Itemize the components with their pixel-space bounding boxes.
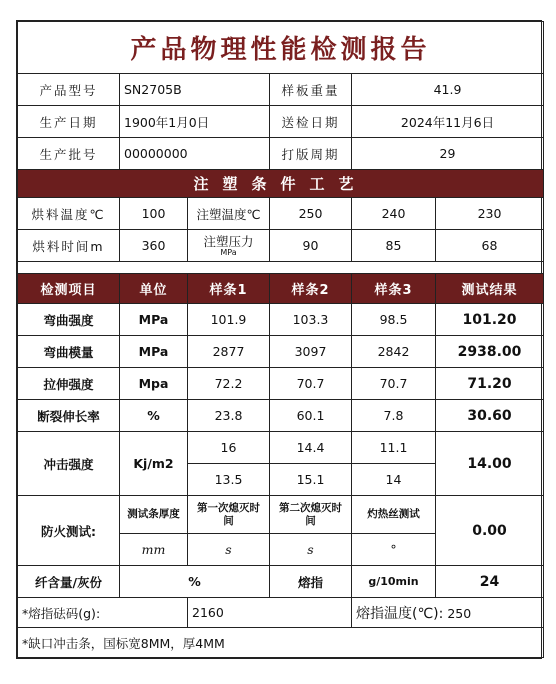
row-sample-3: 98.5 [352,304,436,336]
process-row-time [18,230,544,262]
impact-r2-sample-3: 14 [352,464,436,496]
test-date-label: 送检日期 [270,106,352,138]
row-sample-2: 3097 [270,336,352,368]
row-sample-1: 23.8 [188,400,270,432]
fire-item: 防火测试: [18,496,120,566]
melt-temp-label: 熔指温度(℃): [356,605,444,622]
process-band: 注塑条件工艺 [18,170,544,198]
melt-weight-label: *熔指砝码(g): [18,598,188,628]
batch-label: 生产批号 [18,138,120,170]
header-sample-2: 样条2 [270,274,352,304]
row-sample-2: 103.3 [270,304,352,336]
fire-row-1 [18,496,544,534]
cycle-label: 打版周期 [270,138,352,170]
inj-press-value-3: 68 [436,230,544,262]
results-header [18,274,544,304]
dry-temp-label: 烘料温度℃ [18,198,120,230]
impact-row-1 [18,432,544,464]
row-sample-3: 7.8 [352,400,436,432]
prod-date-value: 1900年1月0日 [120,106,270,138]
process-row-temp [18,198,544,230]
header-result: 测试结果 [436,274,544,304]
inj-temp-value-2: 240 [352,198,436,230]
inj-press-label: 注塑压力 [203,233,254,249]
dry-time-value: 360 [120,230,188,262]
impact-unit: Kj/m2 [120,432,188,496]
impact-r2-sample-2: 15.1 [270,464,352,496]
dry-temp-value: 100 [120,198,188,230]
fiber-unit: % [120,566,270,598]
melt-value: 24 [436,566,544,598]
row-sample-1: 101.9 [188,304,270,336]
weight-value: 41.9 [352,74,544,106]
row-result: 30.60 [436,400,544,432]
impact-item: 冲击强度 [18,432,120,496]
header-sample-3: 样条3 [352,274,436,304]
inj-temp-value-3: 230 [436,198,544,230]
inj-press-unit: MPa [220,247,237,257]
row-sample-1: 2877 [188,336,270,368]
inj-press-value-2: 85 [352,230,436,262]
dry-time-label: 烘料时间m [18,230,120,262]
test-date-value: 2024年11月6日 [352,106,544,138]
fire-h4: 灼热丝测试 [352,496,436,534]
model-label: 产品型号 [18,74,120,106]
impact-r1-sample-3: 11.1 [352,432,436,464]
fire-h2: 第一次熄灭时间 [188,496,270,534]
row-result: 101.20 [436,304,544,336]
row-sample-2: 60.1 [270,400,352,432]
batch-value: 00000000 [120,138,270,170]
report-title: 产品物理性能检测报告 [18,22,544,74]
row-unit: MPa [120,304,188,336]
impact-r1-sample-1: 16 [188,432,270,464]
fire-v4: ° [352,534,436,566]
spacer-row [18,262,544,274]
info-row-date [18,106,544,138]
report-sheet [16,20,542,659]
row-result: 71.20 [436,368,544,400]
row-sample-3: 2842 [352,336,436,368]
impact-r2-sample-1: 13.5 [188,464,270,496]
prod-date-label: 生产日期 [18,106,120,138]
inj-temp-label: 注塑温度℃ [188,198,270,230]
weight-label: 样板重量 [270,74,352,106]
melt-temp-value: 250 [447,605,472,621]
fire-result: 0.00 [436,496,544,566]
info-row-model [18,74,544,106]
note-text: *缺口冲击条，国标宽8MM，厚4MM [18,628,544,658]
row-sample-1: 72.2 [188,368,270,400]
info-row-batch [18,138,544,170]
impact-result: 14.00 [436,432,544,496]
inj-press-cell [188,230,270,262]
row-sample-2: 70.7 [270,368,352,400]
table-row [18,304,544,336]
melt-label: 熔指 [270,566,352,598]
header-sample-1: 样条1 [188,274,270,304]
note-row [18,628,544,658]
row-sample-3: 70.7 [352,368,436,400]
fire-v2: s [188,534,270,566]
cycle-value: 29 [352,138,544,170]
melt-weight-row [18,598,544,628]
row-result: 2938.00 [436,336,544,368]
melt-weight-value: 2160 [188,598,352,628]
table-row [18,368,544,400]
impact-r1-sample-2: 14.4 [270,432,352,464]
inj-press-value-1: 90 [270,230,352,262]
fiber-label: 纤含量/灰份 [18,566,120,598]
melt-temp-cell [352,598,544,628]
row-item: 拉伸强度 [18,368,120,400]
row-item: 弯曲模量 [18,336,120,368]
fire-v3: s [270,534,352,566]
report-table [17,21,544,658]
row-unit: % [120,400,188,432]
fire-h1: 测试条厚度 [120,496,188,534]
fire-v1: mm [120,534,188,566]
header-unit: 单位 [120,274,188,304]
model-value: SN2705B [120,74,270,106]
fiber-row [18,566,544,598]
row-item: 弯曲强度 [18,304,120,336]
row-unit: Mpa [120,368,188,400]
inj-temp-value-1: 250 [270,198,352,230]
table-row [18,336,544,368]
row-item: 断裂伸长率 [18,400,120,432]
row-unit: MPa [120,336,188,368]
fire-h3: 第二次熄灭时间 [270,496,352,534]
melt-unit: g/10min [352,566,436,598]
table-row [18,400,544,432]
header-item: 检测项目 [18,274,120,304]
